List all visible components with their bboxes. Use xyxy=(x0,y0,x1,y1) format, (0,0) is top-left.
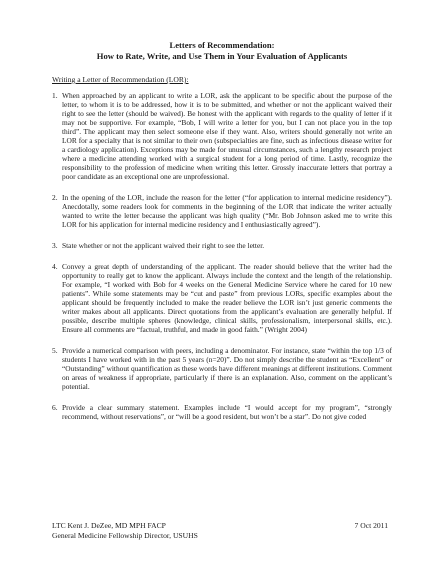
title-line-1: Letters of Recommendation: xyxy=(169,40,275,50)
item-number: 1. xyxy=(52,91,58,100)
signature-date: 7 Oct 2011 xyxy=(354,521,388,530)
signature-name: LTC Kent J. DeZee, MD MPH FACP xyxy=(52,521,166,530)
item-text: In the opening of the LOR, include the reason for the letter (“for application to internal medicine residency”). Anecdotally, some readers look for comments in the beginning of the LOR that indicate the writer actually wanted to write the letter because the applicant was high quality (“Mr. Bob Johnson asked me to write this LOR for his application for internal medicine residency and I enthusiastically agreed”). xyxy=(62,193,392,229)
title-line-2: How to Rate, Write, and Use Them in Your Evaluation of Applicants xyxy=(96,51,348,61)
list-item xyxy=(52,91,392,181)
list-item xyxy=(52,241,392,250)
item-number: 3. xyxy=(52,241,58,250)
list-item xyxy=(52,403,392,421)
list-item xyxy=(52,262,392,334)
section-heading: Writing a Letter of Recommendation (LOR): xyxy=(52,75,189,84)
list-item xyxy=(52,193,392,229)
item-text: Convey a great depth of understanding of the applicant. The reader should believe that the writer had the opportunity to really get to know the applicant. Always include the context and the length of the relationship. For example, “I worked with Bob for 4 weeks on the General Medicine Service where he cared for 10 new patients”. While some statements may be “cut and paste” from previous LORs, specific examples about the applicant should be frequently included to make the reader believe the LOR isn’t just generic comments the writer makes about all applicants. Direct quotations from the applicant’s evaluation are generally helpful. If possible, describe multiple spheres (knowledge, clinical skills, professionalism, interpersonal skills, etc.). Ensure all comments are “factual, truthful, and made in good faith.” (Wright 2004) xyxy=(62,262,392,334)
document-title xyxy=(52,40,392,62)
item-text: Provide a numerical comparison with peers, including a denominator. For instance, state “within the top 1/3 of students I have worked with in the past 5 years (n=20)”. Do not simply describe the student as “Excellent” or “Outstanding” without quantification as these words have different meanings at different institutions. Comment on areas of weakness if appropriate, particularly if there is an explanation. Also, comment on the applicant’s potential. xyxy=(62,346,392,391)
item-text: Provide a clear summary statement. Examples include “I would accept for my program”, “strongly recommend, without reservations”, or “will be a good resident, but won’t be a star”. Do not give coded xyxy=(62,403,392,421)
list-item xyxy=(52,346,392,391)
item-text: When approached by an applicant to write a LOR, ask the applicant to be specific about the purpose of the letter, to whom it is to be addressed, how it is to be submitted, and whether or not the applicant waived their right to see the letter (should be waived). Be honest with the applicant with regards to the quality of letter if it may not be supportive. For example, “Bob, I will write a letter for you, but I can not place you in the top third”. The applicant may then select someone else if they want. Also, writers should generally not write an LOR for a specialty that is not similar to their own (subspecialties are fine, such as infectious disease writer for a cardiology application). Exceptions may be made for unusual circumstances, such a lengthy research project where a medicine attending worked with a surgical student for a long period of time. Lastly, recognize the responsibility to the profession of medicine when writing this letter. Grossly inaccurate letters that portray a poor candidate as an exceptional one are unprofessional. xyxy=(62,91,392,181)
item-number: 6. xyxy=(52,403,58,412)
recommendation-list xyxy=(52,91,392,421)
item-number: 4. xyxy=(52,262,58,271)
signature-block xyxy=(52,521,198,541)
signature-title: General Medicine Fellowship Director, USUHS xyxy=(52,531,198,540)
item-number: 5. xyxy=(52,346,58,355)
item-text: State whether or not the applicant waived their right to see the letter. xyxy=(62,241,265,250)
item-number: 2. xyxy=(52,193,58,202)
